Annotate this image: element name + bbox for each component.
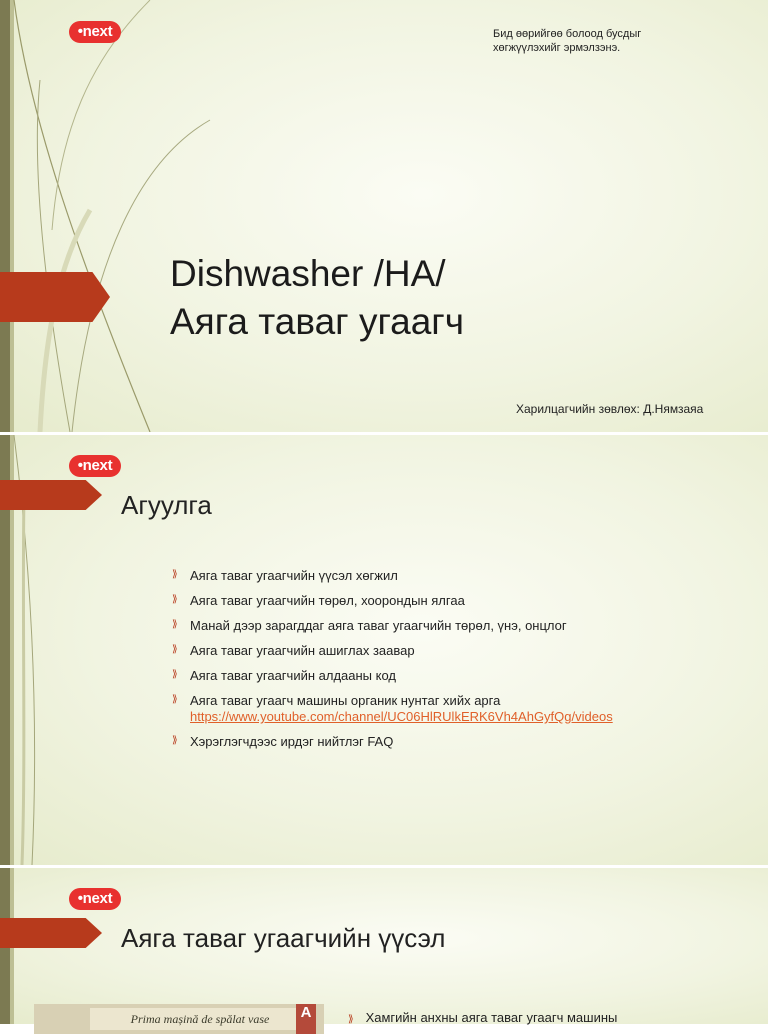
bullet-arrow-icon: ⟫ [172, 669, 178, 680]
list-item: ⟫ Аяга таваг угаагчийн төрөл, хоорондын ялгаа [172, 593, 465, 608]
bullet-arrow-icon: ⟫ [172, 569, 178, 580]
next-logo: •next [69, 21, 121, 43]
slide-edge-inner [10, 0, 14, 432]
presentation-title [170, 250, 464, 346]
origin-heading: Аяга таваг угаагчийн үүсэл [121, 923, 446, 953]
title-line-1: Dishwasher /HA/ [170, 253, 446, 294]
bullet-arrow-icon: ⟫ [172, 619, 178, 630]
slide-edge [0, 0, 10, 432]
list-item: ⟫ Аяга таваг угаагч машины органик нунтаг хийх арга https://www.youtube.com/channel/UC06HlRUlkERK6Vh4AhGyfQg/videos [172, 693, 613, 724]
list-item: ⟫ Аяга таваг угаагчийн ашиглах заавар [172, 643, 415, 658]
bullet-arrow-icon: ⟫ [348, 1014, 354, 1025]
list-item: ⟫ Аяга таваг угаагчийн үүсэл хөгжил [172, 568, 398, 583]
image-caption: Prima mașină de spălat vase [90, 1008, 310, 1030]
list-item: ⟫ Манай дээр зарагддаг аяга таваг угаагчийн төрөл, үнэ, онцлог [172, 618, 567, 633]
bullet-arrow-icon: ⟫ [172, 735, 178, 746]
list-item: ⟫ Аяга таваг угаагчийн алдааны код [172, 668, 396, 683]
list-item: ⟫ Хамгийн анхны аяга таваг угаагч машины [348, 1010, 618, 1025]
bullet-arrow-icon: ⟫ [172, 694, 178, 705]
title-line-2: Аяга таваг угаагч [170, 301, 465, 342]
contents-heading: Агуулга [121, 490, 212, 520]
decorative-curves [0, 0, 768, 432]
youtube-channel-link[interactable]: https://www.youtube.com/channel/UC06HlRUlkERK6Vh4AhGyfQg/videos [190, 709, 613, 724]
bullet-arrow-icon: ⟫ [172, 644, 178, 655]
heading-arrow-shape [0, 480, 102, 510]
next-logo: •next [69, 455, 121, 477]
next-logo: •next [69, 888, 121, 910]
image-label: A [296, 1004, 316, 1034]
contents-list [172, 568, 642, 759]
slide-title [0, 0, 768, 432]
list-item: ⟫ Хэрэглэгчдээс ирдэг нийтлэг FAQ [172, 734, 394, 749]
consultant-credit: Харилцагчийн зөвлөх: Д.Нямзаяа [516, 402, 704, 416]
bullet-arrow-icon: ⟫ [172, 594, 178, 605]
title-arrow-shape [0, 272, 110, 322]
slide-origin [0, 868, 768, 1024]
historic-dishwasher-image [34, 1004, 324, 1034]
tagline: Бид өөрийгөө болоод бусдыг хөгжүүлэхийг эрмэлзэнэ. [493, 28, 642, 54]
heading-arrow-shape [0, 918, 102, 948]
